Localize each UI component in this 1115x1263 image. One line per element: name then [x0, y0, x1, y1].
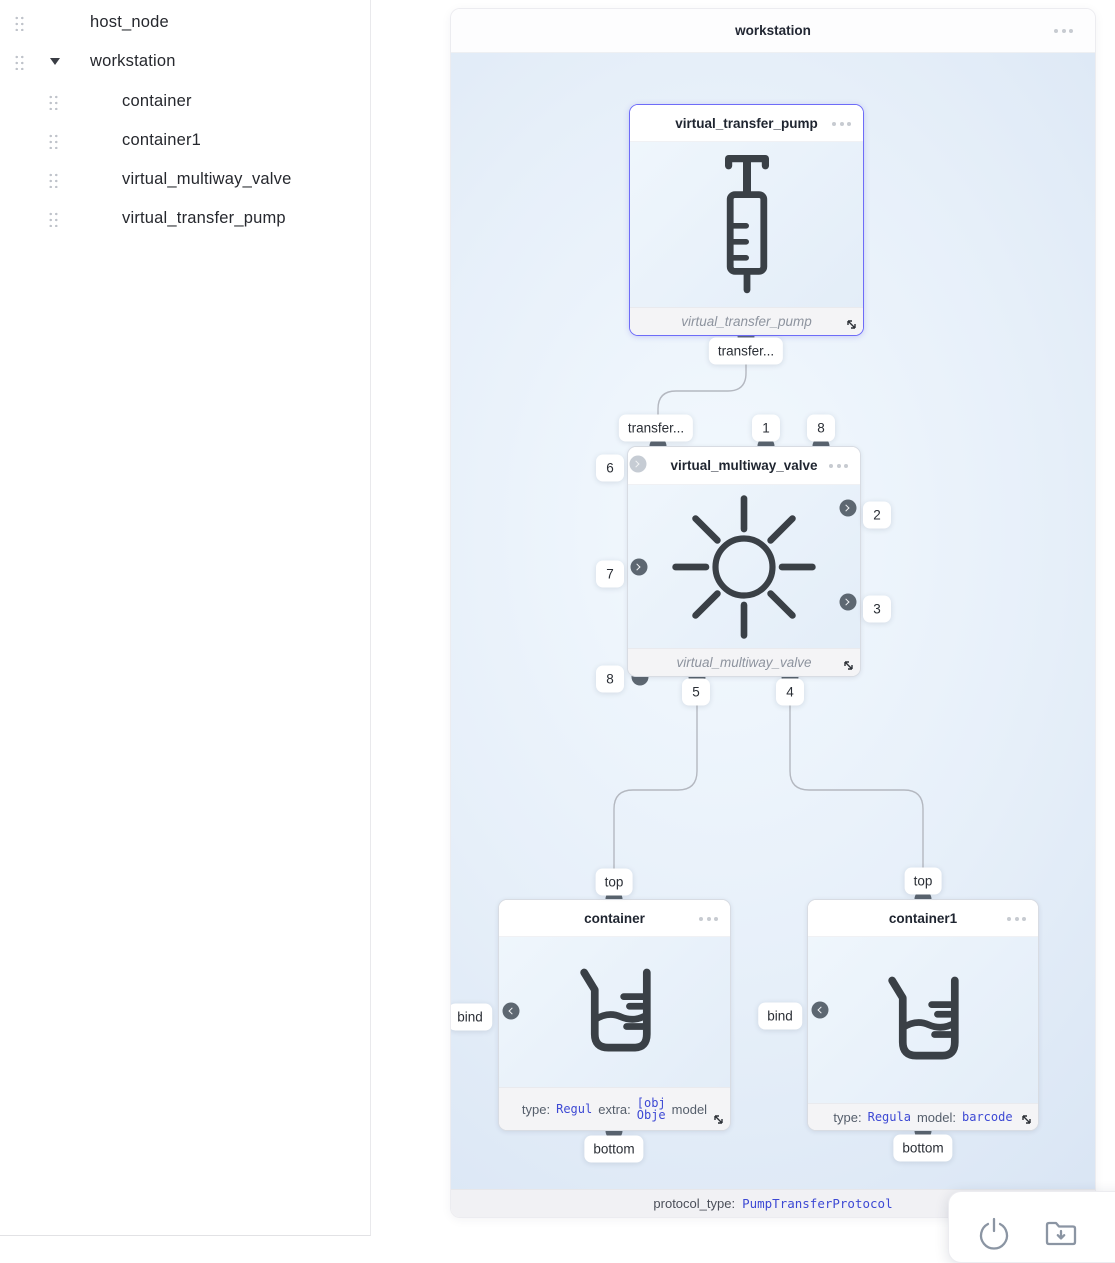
- node-body: [808, 937, 1038, 1103]
- node-header: [499, 900, 730, 937]
- tree-item-virtual-transfer-pump[interactable]: [0, 202, 370, 234]
- drag-handle-icon[interactable]: [48, 171, 59, 188]
- tree-item-label: container: [122, 91, 192, 110]
- canvas-action-toolbar: [948, 1191, 1115, 1263]
- workstation-panel-header: [451, 9, 1095, 53]
- node-container1[interactable]: [807, 899, 1039, 1131]
- port-label-valve-3: 3: [863, 596, 891, 623]
- node-virtual-transfer-pump[interactable]: [629, 104, 864, 336]
- field-label-type: type:: [521, 1101, 551, 1117]
- field-value-extra: Obje: [636, 1108, 666, 1122]
- node-footer: [499, 1087, 730, 1130]
- protocol-type-value: PumpTransferProtocol: [742, 1196, 893, 1211]
- drag-handle-icon[interactable]: [48, 93, 59, 110]
- ellipsis-menu-icon[interactable]: [1054, 29, 1073, 33]
- node-caption: virtual_transfer_pump: [681, 314, 812, 329]
- resize-handle-icon[interactable]: [1020, 1113, 1033, 1126]
- drag-handle-icon[interactable]: [14, 53, 25, 70]
- node-title: virtual_multiway_valve: [670, 458, 818, 473]
- port-label-valve-4: 4: [776, 679, 804, 706]
- edge-valve5-to-container-top: [614, 674, 697, 898]
- port-handle-container1-bind[interactable]: [812, 1002, 829, 1019]
- workstation-panel: [450, 8, 1096, 1218]
- field-value-type: Regul: [556, 1102, 593, 1116]
- port-label-container1-top: top: [905, 868, 942, 895]
- folder-download-icon[interactable]: [1043, 1218, 1079, 1250]
- port-handle-valve-2[interactable]: [840, 500, 857, 517]
- ellipsis-menu-icon[interactable]: [699, 917, 718, 921]
- multiway-valve-icon: [668, 491, 820, 643]
- node-title: container: [584, 910, 645, 926]
- syringe-icon: [699, 149, 795, 301]
- expand-caret-icon[interactable]: [50, 58, 60, 65]
- beaker-icon: [870, 967, 976, 1073]
- port-handle-valve-7[interactable]: [631, 559, 648, 576]
- drag-handle-icon[interactable]: [14, 14, 25, 31]
- document-icon-partial[interactable]: [1111, 1216, 1115, 1252]
- tree-item-container[interactable]: [0, 85, 370, 117]
- drag-handle-icon[interactable]: [48, 210, 59, 227]
- port-label-valve-6: 6: [596, 455, 624, 482]
- port-label-container1-bind: bind: [758, 1003, 802, 1030]
- field-label-model: model:: [916, 1109, 956, 1125]
- port-label-pump-transfer: transfer...: [709, 338, 783, 365]
- tree-item-workstation[interactable]: [0, 45, 370, 77]
- port-label-container-bottom: bottom: [584, 1136, 643, 1163]
- port-label-valve-8-left: 8: [596, 666, 624, 693]
- tree-item-virtual-multiway-valve[interactable]: [0, 163, 370, 195]
- node-footer: [630, 307, 863, 335]
- ellipsis-menu-icon[interactable]: [829, 464, 848, 468]
- protocol-type-label: protocol_type:: [653, 1196, 736, 1211]
- port-label-container1-bottom: bottom: [893, 1135, 952, 1162]
- flow-canvas[interactable]: [451, 53, 1095, 1191]
- port-label-valve-transfer: transfer...: [619, 415, 693, 442]
- tree-item-host-node[interactable]: [0, 6, 370, 38]
- resize-handle-icon[interactable]: [842, 659, 855, 672]
- node-fields: [499, 1097, 730, 1121]
- port-label-container-bind: bind: [450, 1004, 492, 1031]
- node-title: container1: [888, 910, 958, 926]
- field-label-model: model: [671, 1101, 708, 1117]
- node-container[interactable]: [498, 899, 731, 1131]
- resize-handle-icon[interactable]: [845, 318, 858, 331]
- field-label-extra: extra:: [598, 1101, 631, 1117]
- node-fields: [808, 1110, 1038, 1125]
- tree-item-label: workstation: [90, 51, 176, 70]
- panel-title: workstation: [735, 23, 811, 38]
- tree-item-container1[interactable]: [0, 124, 370, 156]
- ellipsis-menu-icon[interactable]: [1007, 917, 1026, 921]
- drag-handle-icon[interactable]: [48, 132, 59, 149]
- port-label-valve-2: 2: [863, 502, 891, 529]
- beaker-icon: [562, 959, 668, 1065]
- edge-valve4-to-container1-top: [790, 674, 923, 898]
- node-header: [628, 447, 860, 485]
- node-body: [499, 937, 730, 1087]
- node-header: [808, 900, 1038, 937]
- tree-item-label: virtual_transfer_pump: [122, 208, 286, 227]
- node-caption: virtual_multiway_valve: [676, 655, 812, 670]
- port-label-valve-1: 1: [752, 415, 780, 442]
- port-handle-valve-3[interactable]: [840, 594, 857, 611]
- ellipsis-menu-icon[interactable]: [832, 122, 851, 126]
- port-handle-container-bind[interactable]: [503, 1003, 520, 1020]
- port-label-valve-5: 5: [682, 679, 710, 706]
- node-body: [628, 485, 860, 648]
- field-value-model: barcode: [962, 1110, 1013, 1124]
- node-header: [630, 105, 863, 142]
- node-title: virtual_transfer_pump: [675, 115, 818, 131]
- field-value-extra: [obj: [636, 1096, 666, 1110]
- port-handle-valve-6[interactable]: [630, 456, 647, 473]
- field-value-type: Regula: [867, 1110, 911, 1124]
- resize-handle-icon[interactable]: [712, 1113, 725, 1126]
- tree-item-label: container1: [122, 130, 202, 149]
- node-virtual-multiway-valve[interactable]: [627, 446, 861, 677]
- power-icon[interactable]: [977, 1216, 1011, 1252]
- node-body: [630, 142, 863, 307]
- port-label-container-top: top: [596, 869, 633, 896]
- node-footer: [628, 648, 860, 676]
- field-label-type: type:: [833, 1109, 862, 1125]
- port-label-valve-8-top: 8: [807, 415, 835, 442]
- node-footer: [808, 1103, 1038, 1130]
- tree-item-label: virtual_multiway_valve: [122, 169, 292, 188]
- tree-item-label: host_node: [90, 12, 169, 31]
- port-label-valve-7: 7: [596, 561, 624, 588]
- device-tree-sidebar: [0, 0, 371, 1236]
